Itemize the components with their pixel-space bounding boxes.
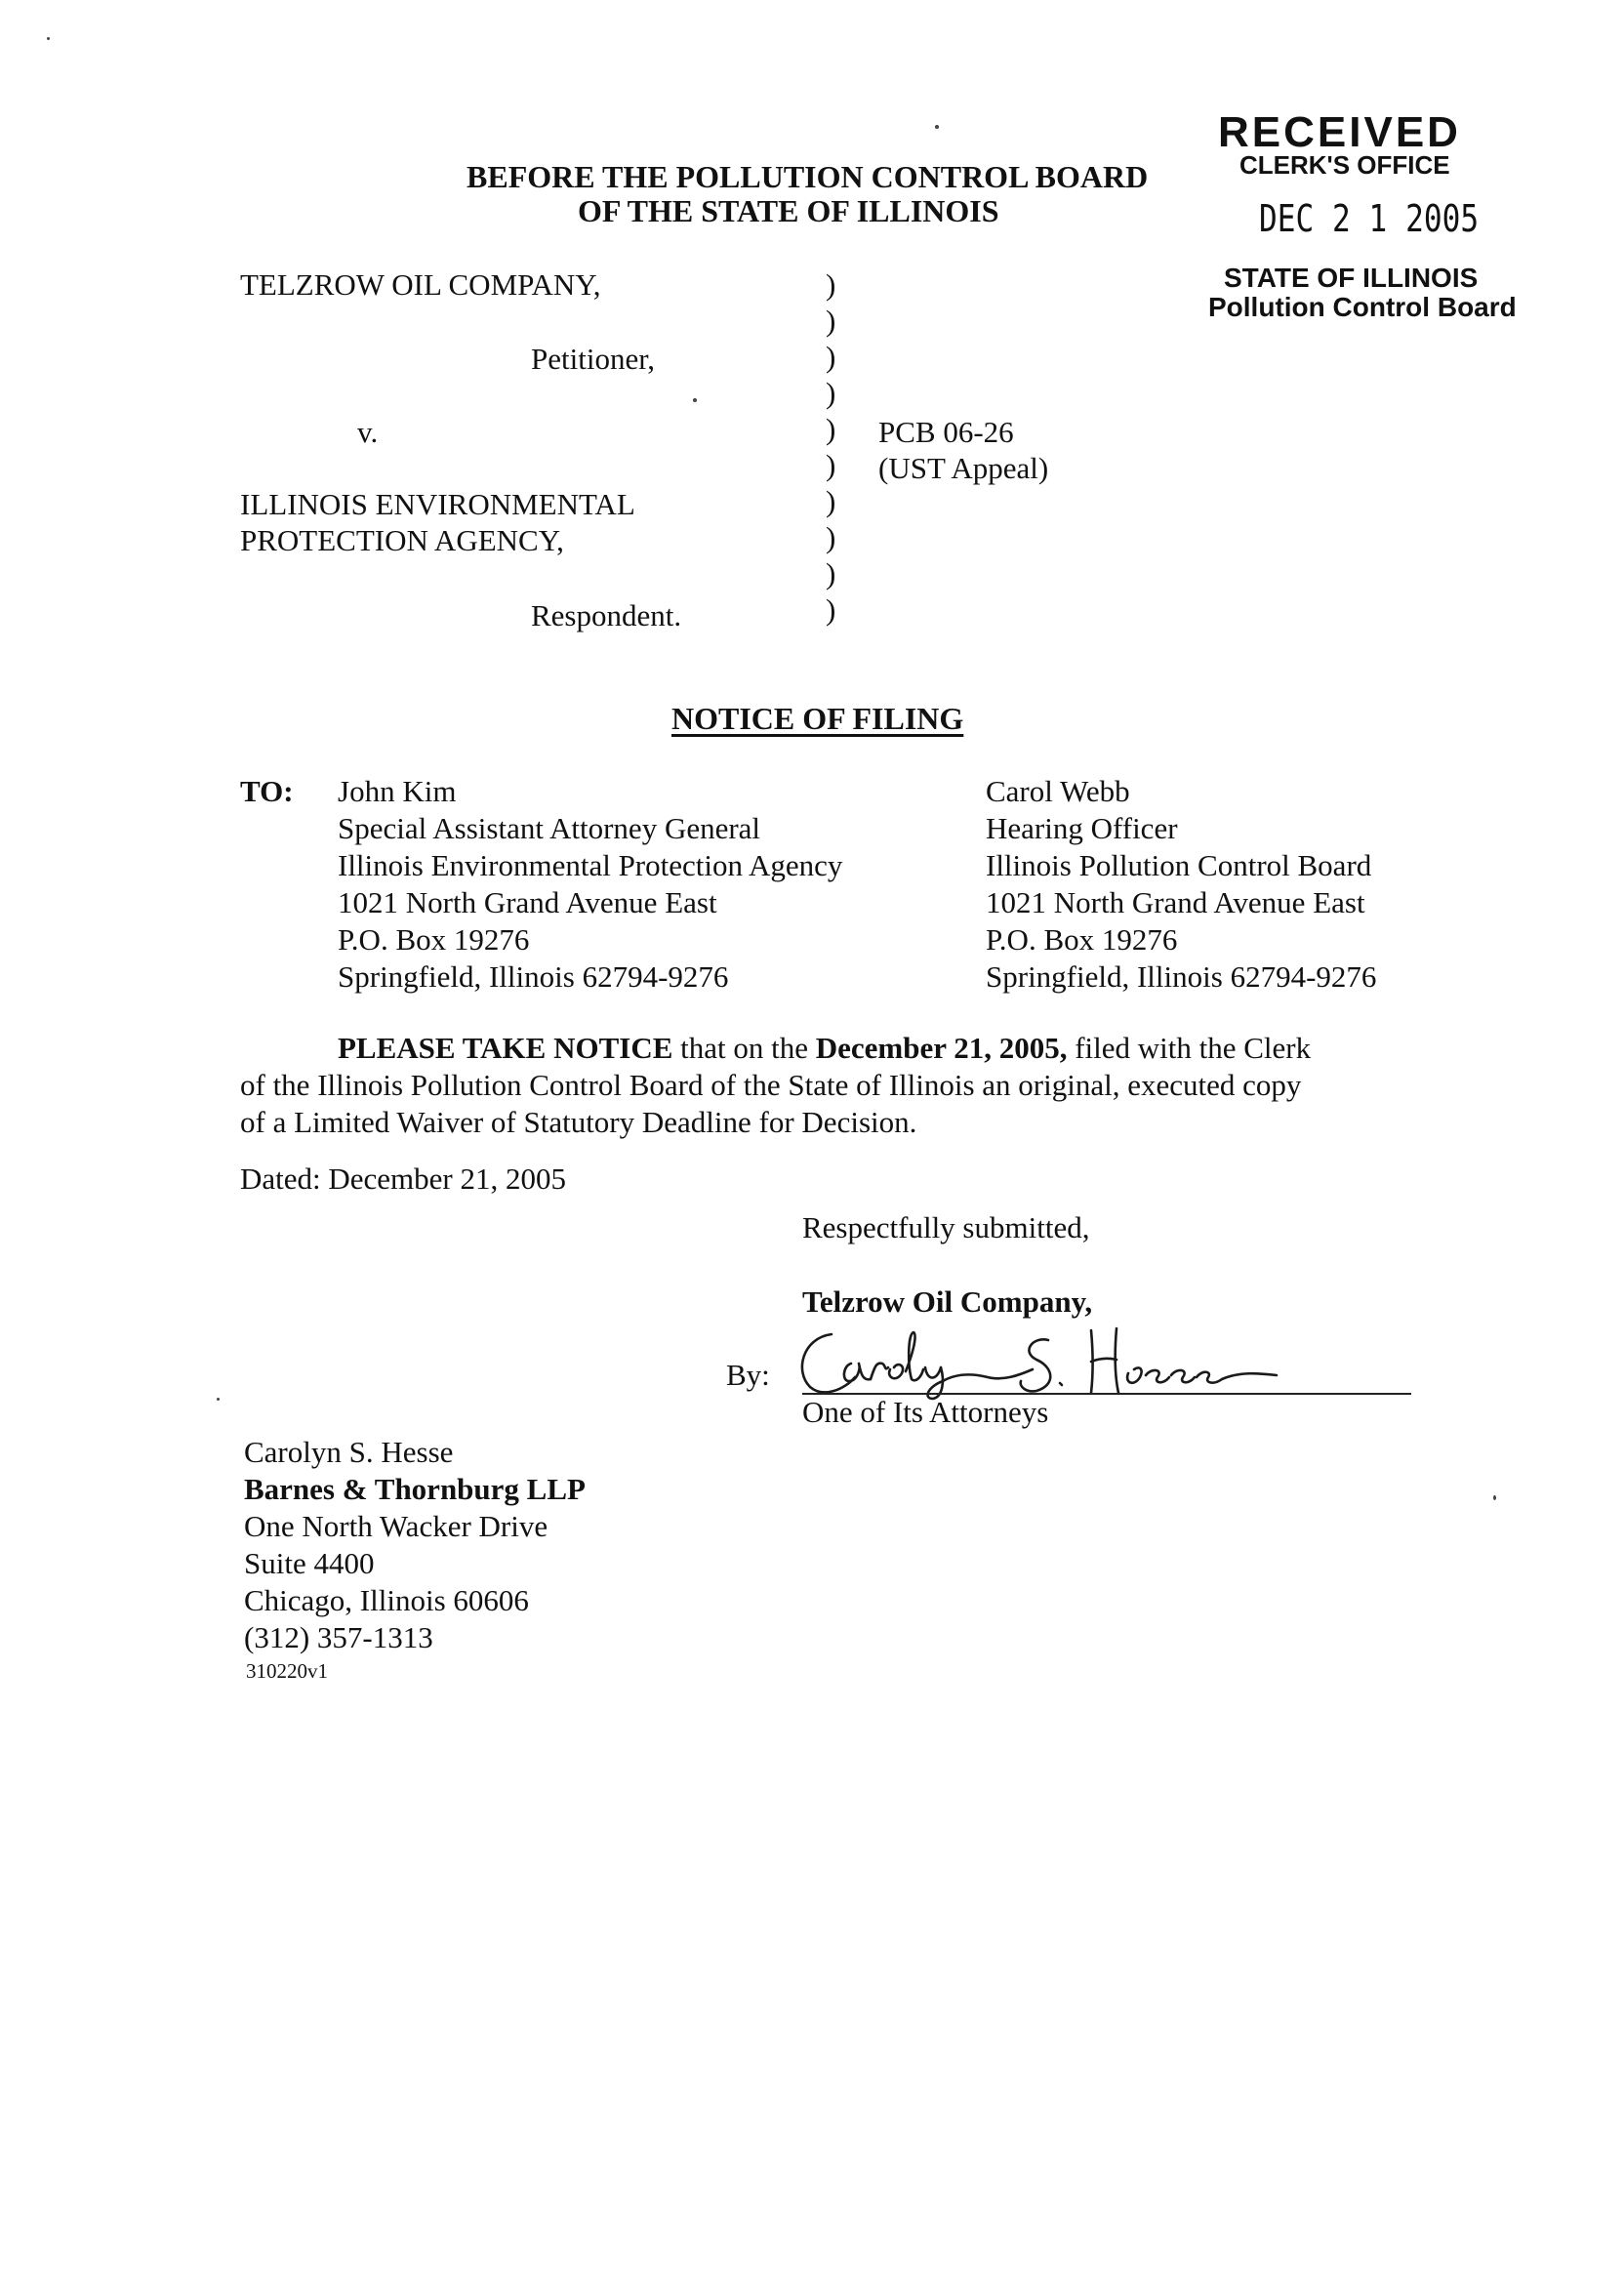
- notice-paragraph-line-2: of the Illinois Pollution Control Board of the State of Illinois an original, executed copy: [240, 1068, 1302, 1102]
- counsel-phone: (312) 357-1313: [244, 1620, 433, 1654]
- document-id: 310220v1: [246, 1659, 328, 1683]
- recipient-1-street: 1021 North Grand Avenue East: [338, 885, 717, 919]
- closing: Respectfully submitted,: [802, 1210, 1090, 1244]
- counsel-street: One North Wacker Drive: [244, 1509, 548, 1543]
- respondent-name-line-2: PROTECTION AGENCY,: [240, 523, 564, 557]
- received-stamp-board: Pollution Control Board: [1208, 292, 1517, 322]
- received-stamp-state: STATE OF ILLINOIS: [1224, 263, 1479, 293]
- counsel-name: Carolyn S. Hesse: [244, 1435, 454, 1469]
- notice-lead: PLEASE TAKE NOTICE: [338, 1031, 673, 1065]
- caption-paren: ): [826, 592, 836, 627]
- caption-paren: ): [826, 412, 836, 446]
- recipient-1-city: Springfield, Illinois 62794-9276: [338, 959, 729, 994]
- notice-paragraph-line-1: [338, 1030, 1311, 1067]
- counsel-firm: Barnes & Thornburg LLP: [244, 1472, 586, 1506]
- recipient-2-org: Illinois Pollution Control Board: [986, 848, 1372, 882]
- respondent-name-line-1: ILLINOIS ENVIRONMENTAL: [240, 487, 635, 521]
- scan-speck: [693, 398, 697, 402]
- versus: v.: [357, 415, 379, 449]
- recipient-2-title: Hearing Officer: [986, 811, 1178, 845]
- caption-paren: ): [826, 376, 836, 410]
- document-title: NOTICE OF FILING: [671, 701, 964, 736]
- scan-speck: [1493, 1495, 1496, 1500]
- caption-paren: ): [826, 304, 836, 338]
- to-label: TO:: [240, 774, 294, 808]
- scan-speck: [47, 37, 50, 40]
- recipient-2-box: P.O. Box 19276: [986, 922, 1178, 957]
- recipient-2: [986, 773, 1376, 996]
- caption-paren: ): [826, 520, 836, 554]
- caption-paren: ): [826, 484, 836, 518]
- recipient-1-box: P.O. Box 19276: [338, 922, 530, 957]
- caption-paren: ): [826, 267, 836, 302]
- case-number: PCB 06-26: [878, 415, 1014, 449]
- counsel-city: Chicago, Illinois 60606: [244, 1583, 529, 1617]
- notice-text-1: that on the: [672, 1031, 816, 1065]
- counsel-block: [244, 1434, 586, 1656]
- court-header-line-2: OF THE STATE OF ILLINOIS: [578, 193, 999, 228]
- case-type: (UST Appeal): [878, 451, 1049, 485]
- petitioner-role: Petitioner,: [531, 342, 656, 376]
- recipient-1: [338, 773, 842, 996]
- caption-parentheses: [826, 266, 835, 628]
- counsel-suite: Suite 4400: [244, 1546, 375, 1580]
- recipient-2-name: Carol Webb: [986, 774, 1130, 808]
- scan-speck: [217, 1398, 220, 1401]
- recipient-2-street: 1021 North Grand Avenue East: [986, 885, 1365, 919]
- notice-date: December 21, 2005,: [815, 1031, 1068, 1065]
- notice-paragraph-line-3: of a Limited Waiver of Statutory Deadline for Decision.: [240, 1105, 917, 1139]
- received-stamp-date: DEC 2 1 2005: [1259, 197, 1480, 240]
- recipient-1-name: John Kim: [338, 774, 457, 808]
- caption-paren: ): [826, 448, 836, 482]
- by-label: By:: [726, 1358, 770, 1392]
- respondent-role: Respondent.: [531, 598, 682, 632]
- court-header-line-1: BEFORE THE POLLUTION CONTROL BOARD: [467, 159, 1149, 194]
- recipient-1-title: Special Assistant Attorney General: [338, 811, 761, 845]
- handwritten-signature: [781, 1313, 1415, 1401]
- signer-role: One of Its Attorneys: [802, 1395, 1049, 1429]
- dated-line: Dated: December 21, 2005: [240, 1161, 566, 1196]
- recipient-1-org: Illinois Environmental Protection Agency: [338, 848, 843, 882]
- received-stamp-office: CLERK'S OFFICE: [1239, 150, 1450, 180]
- signing-party: Telzrow Oil Company,: [802, 1284, 1093, 1319]
- caption-paren: ): [826, 556, 836, 591]
- recipient-2-city: Springfield, Illinois 62794-9276: [986, 959, 1377, 994]
- petitioner-name: TELZROW OIL COMPANY,: [240, 267, 601, 302]
- caption-paren: ): [826, 340, 836, 374]
- notice-text-2: filed with the Clerk: [1067, 1031, 1312, 1065]
- scan-speck: [935, 125, 939, 129]
- received-stamp-title: RECEIVED: [1218, 108, 1461, 156]
